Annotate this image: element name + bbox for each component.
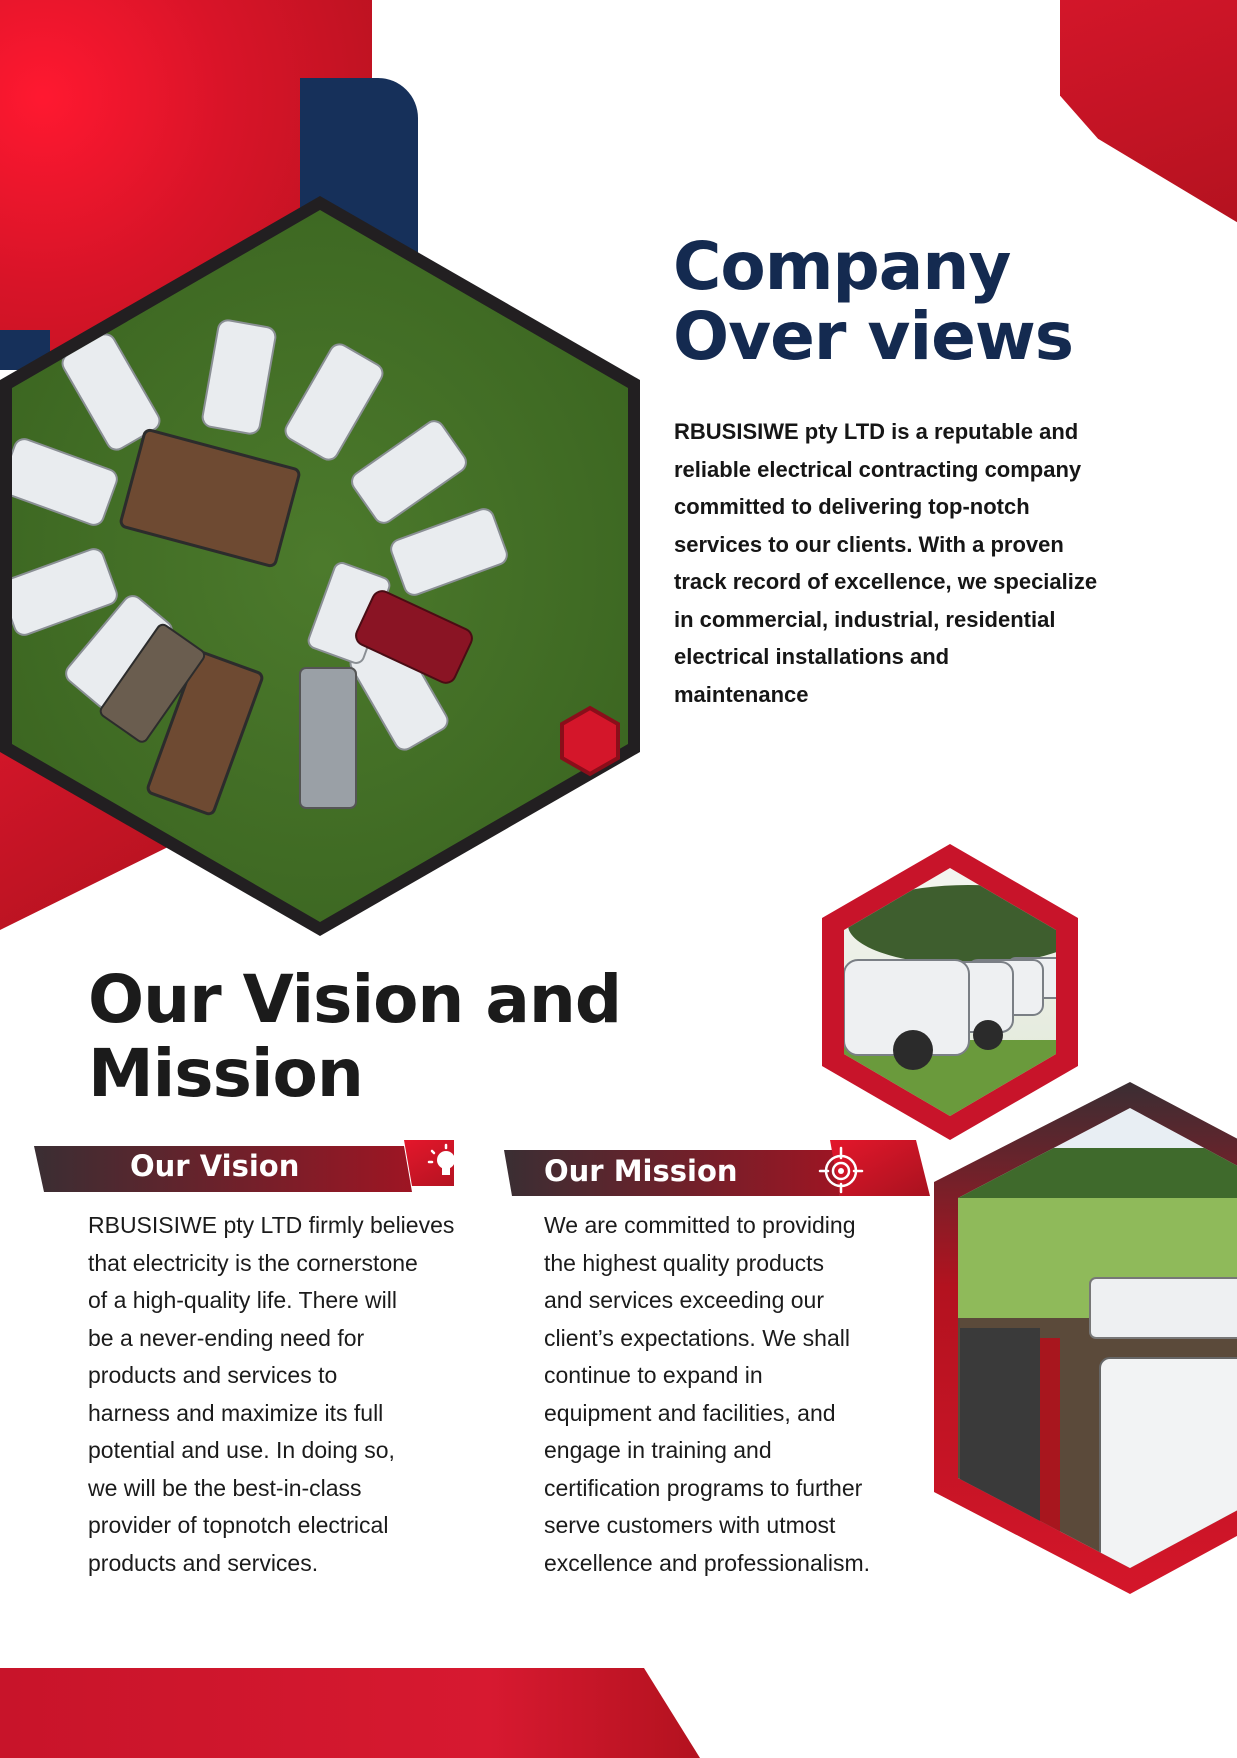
vision-line: products and services to — [88, 1362, 338, 1388]
company-overview-title — [673, 228, 1213, 375]
mission-line: client’s expectations. We shall — [544, 1324, 850, 1351]
mission-line: the highest quality products — [544, 1249, 825, 1276]
mission-line: continue to expand in — [544, 1362, 763, 1388]
overview-line: maintenance — [674, 681, 809, 707]
vision-body — [88, 1207, 508, 1582]
vision-line: products and services. — [88, 1549, 319, 1576]
lightbulb-icon — [424, 1142, 468, 1190]
company-overview-title-line-2: Over views — [673, 298, 1074, 375]
overview-line: track record of excellence, we specialize — [674, 569, 1098, 594]
mission-band — [504, 1140, 934, 1200]
vision-line: potential and use. In doing so, — [88, 1437, 395, 1463]
decorative-red-band-bottom — [0, 1668, 700, 1758]
vision-line: RBUSISIWE pty LTD firmly believes — [88, 1212, 455, 1238]
vision-line: harness and maximize its full — [88, 1399, 384, 1426]
mission-line: and services exceeding our — [544, 1287, 824, 1313]
vision-label: Our Vision — [130, 1149, 300, 1183]
decorative-red-shape-top-right — [1060, 0, 1237, 230]
vision-line: of a high-quality life. There will — [88, 1287, 397, 1313]
mission-line: certification programs to further — [544, 1474, 863, 1501]
mission-line: We are committed to providing — [544, 1212, 856, 1238]
vision-mission-title — [88, 963, 648, 1111]
target-icon — [816, 1144, 866, 1198]
overview-line: in commercial, industrial, residential — [674, 606, 1056, 632]
overview-line: RBUSISIWE pty LTD is a reputable and — [674, 419, 1079, 444]
vision-line: we will be the best-in-class — [88, 1474, 362, 1501]
mission-line: excellence and professionalism. — [544, 1549, 871, 1576]
overview-line: electrical installations and — [674, 644, 950, 669]
mission-line: equipment and facilities, and — [544, 1399, 836, 1426]
overview-line: services to our clients. With a proven — [674, 531, 1064, 557]
overview-line: committed to delivering top-notch — [674, 494, 1030, 519]
vision-band — [34, 1140, 454, 1198]
mission-body — [544, 1207, 964, 1582]
vision-line: provider of topnotch electrical — [88, 1512, 389, 1538]
company-overview-body — [674, 413, 1174, 713]
company-overview-title-line-1: Company — [673, 228, 1011, 305]
mission-line: engage in training and — [544, 1437, 772, 1463]
crane-truck-photo — [930, 1078, 1237, 1598]
overview-line: reliable electrical contracting company — [674, 456, 1082, 482]
vision-mission-title-line-1: Our Vision and — [88, 961, 622, 1038]
vision-mission-title-line-2: Mission — [88, 1035, 363, 1112]
mission-line: serve customers with utmost — [544, 1512, 836, 1538]
vision-line: be a never-ending need for — [88, 1324, 365, 1351]
fleet-aerial-photo — [0, 188, 650, 938]
mission-label: Our Mission — [544, 1154, 738, 1188]
vision-line: that electricity is the cornerstone — [88, 1249, 418, 1276]
